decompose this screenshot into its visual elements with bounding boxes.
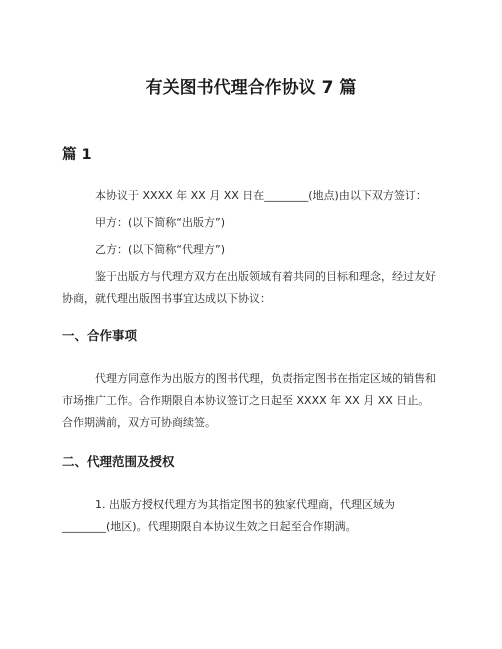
preamble-paragraph: 鉴于出版方与代理方双方在出版领域有着共同的目标和理念，经过友好协商，就代理出版图书事宜达成以下协议： — [62, 270, 436, 305]
section-heading: 篇 1 — [62, 147, 92, 163]
intro-paragraph: 本协议于 XXXX 年 XX 月 XX 日在________(地点)由以下双方签订： — [95, 189, 427, 202]
document-title: 有关图书代理合作协议 7 篇 — [145, 78, 357, 98]
clause-2-item-1: 1. 出版方授权代理方为其指定图书的独家代理商，代理区域为________(地区)。代理期限自本协议生效之日起至合作期满。 — [62, 498, 395, 533]
party-a-paragraph: 甲方：(以下简称“出版方”) — [95, 216, 225, 229]
party-b-paragraph: 乙方：(以下简称“代理方”) — [95, 243, 225, 256]
clause-1-heading: 一、合作事项 — [62, 328, 138, 343]
clause-1-paragraph: 代理方同意作为出版方的图书代理，负责指定图书在指定区域的销售和市场推广工作。合作期限自本协议签订之日起至 XXXX 年 XX 月 XX 日止。合作期满前，双方可协商续签。 — [62, 372, 436, 429]
clause-2-heading: 二、代理范围及授权 — [62, 454, 175, 469]
